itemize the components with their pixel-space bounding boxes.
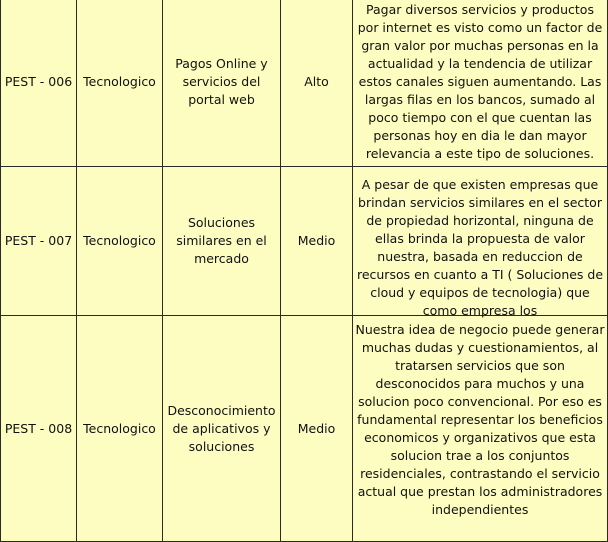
pest-impact-level: Alto — [281, 0, 353, 167]
pest-category: Tecnologico — [77, 316, 163, 542]
table-row — [1, 316, 608, 542]
table-row — [1, 167, 608, 316]
pest-code: PEST - 006 — [1, 0, 77, 167]
pest-description-cell — [353, 316, 608, 542]
pest-impact-level: Medio — [281, 316, 353, 542]
pest-description-cell — [353, 0, 608, 167]
pest-description-cell — [353, 167, 608, 316]
pest-category: Tecnologico — [77, 167, 163, 316]
pest-category: Tecnologico — [77, 0, 163, 167]
pest-description: A pesar de que existen empresas que brindan servicios similares en el sector de propiedad horizontal, ninguna de ellas brinda la propuesta de valor nuestra, basada en reduccion de recursos en cuanto a TI ( Soluciones de cloud y equipos de tecnologia) que como empresa los — [356, 177, 604, 318]
pest-impact-level: Medio — [281, 167, 353, 316]
pest-code: PEST - 008 — [1, 316, 77, 542]
pest-description: Pagar diversos servicios y productos por internet es visto como un factor de gran valor por muchas personas en la actualidad y la tendencia de utilizar estos canales siguen aumentando. Las largas filas en los bancos, sumado al poco tiempo con el que cuentan las personas hoy en dia le dan mayor relevancia a este tipo de soluciones. — [357, 1, 603, 161]
pest-factor: Soluciones similares en el mercado — [163, 167, 281, 316]
table-row — [1, 0, 608, 167]
pest-description: Nuestra idea de negocio puede generar muchas dudas y cuestionamientos, al tratarsen servicios que son desconocidos para muchos y una solucion poco convencional. Por eso es fundamental representar los beneficios economicos y organizativos que esta solucion trae a los conjuntos residenciales, contrastando el servicio actual que prestan los administradores independientes — [355, 321, 605, 517]
pest-factor: Desconocimiento de aplicativos y soluciones — [163, 316, 281, 542]
pest-factor: Pagos Online y servicios del portal web — [163, 0, 281, 167]
pest-code: PEST - 007 — [1, 167, 77, 316]
